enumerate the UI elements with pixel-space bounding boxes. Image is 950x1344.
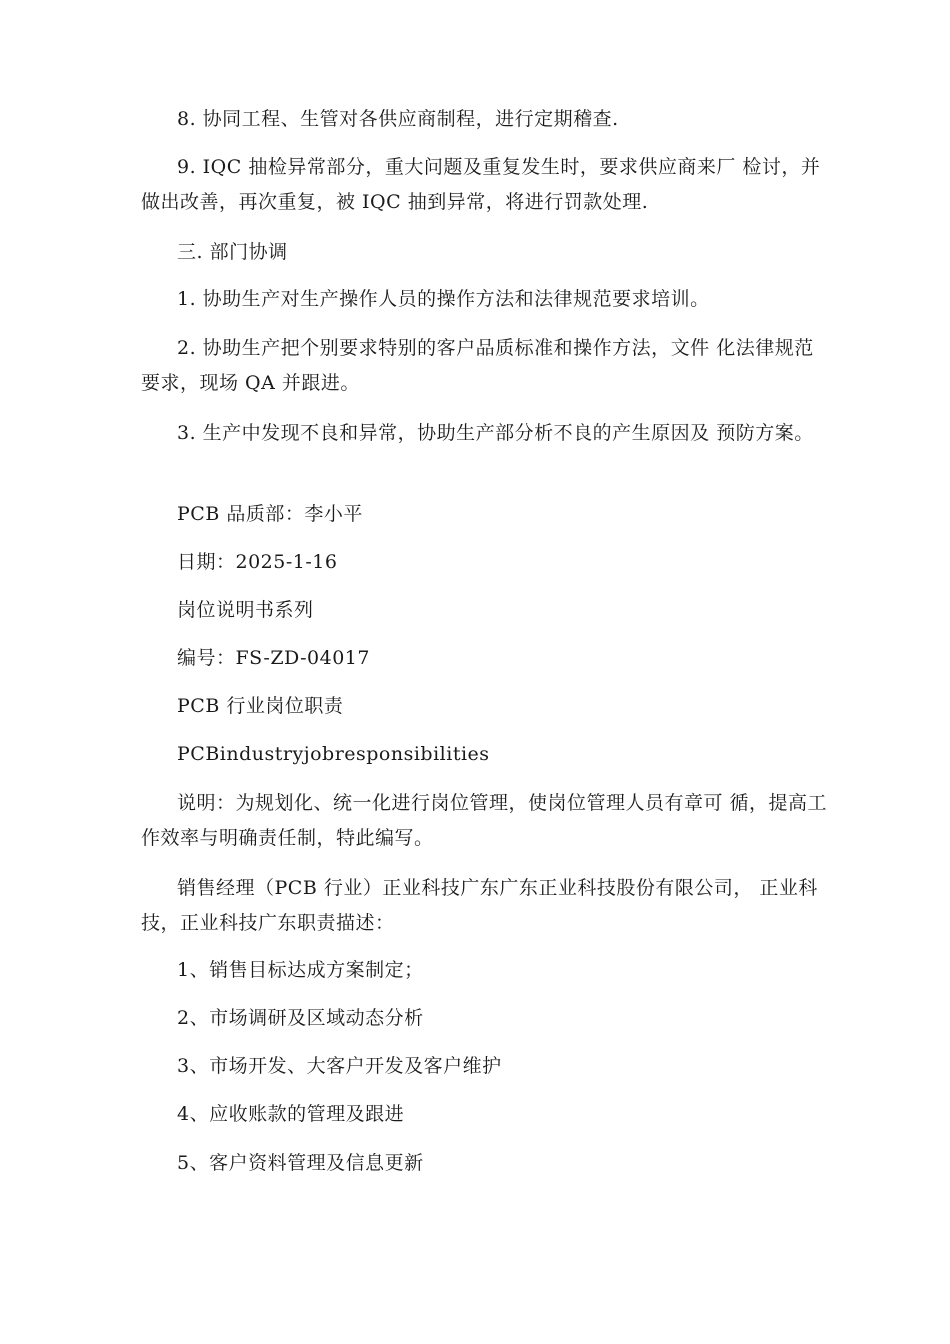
duty-item-2: 2、市场调研及区域动态分析 xyxy=(177,1007,424,1029)
series-title: 岗位说明书系列 xyxy=(177,599,314,621)
paragraph-item-8: 8. 协同工程、生管对各供应商制程，进行定期稽查. xyxy=(177,108,619,130)
paragraph-sales-manager: 销售经理（PCB 行业）正业科技广东广东正业科技股份有限公司， 正业科技，正业科技广东职责描述： xyxy=(141,877,818,934)
paragraph-item-9: 9. IQC 抽检异常部分，重大问题及重复发生时，要求供应商来厂 检讨，并做出改善，再次重复，被 IQC 抽到异常，将进行罚款处理. xyxy=(141,156,821,213)
duty-item-3: 3、市场开发、大客户开发及客户维护 xyxy=(177,1055,502,1077)
paragraph-description: 说明：为规划化、统一化进行岗位管理，使岗位管理人员有章可 循，提高工作效率与明确责任制，特此编写。 xyxy=(141,792,828,849)
signature-department: PCB 品质部：李小平 xyxy=(177,503,363,525)
section-heading-department-coordination: 三. 部门协调 xyxy=(177,241,288,263)
duty-item-1: 1、销售目标达成方案制定； xyxy=(177,959,424,981)
document-number: 编号：FS-ZD-04017 xyxy=(177,647,370,669)
document-title-english: PCBindustryjobresponsibilities xyxy=(177,743,490,765)
duty-item-4: 4、应收账款的管理及跟进 xyxy=(177,1103,405,1125)
paragraph-coordination-1: 1. 协助生产对生产操作人员的操作方法和法律规范要求培训。 xyxy=(177,288,710,310)
document-date: 日期：2025-1-16 xyxy=(177,551,338,573)
duty-item-5: 5、客户资料管理及信息更新 xyxy=(177,1152,424,1174)
paragraph-coordination-3: 3. 生产中发现不良和异常，协助生产部分析不良的产生原因及 预防方案。 xyxy=(177,422,814,444)
paragraph-coordination-2: 2. 协助生产把个别要求特别的客户品质标准和操作方法，文件 化法律规范要求，现场 QA 并跟进。 xyxy=(141,337,814,394)
document-title-chinese: PCB 行业岗位职责 xyxy=(177,695,344,717)
